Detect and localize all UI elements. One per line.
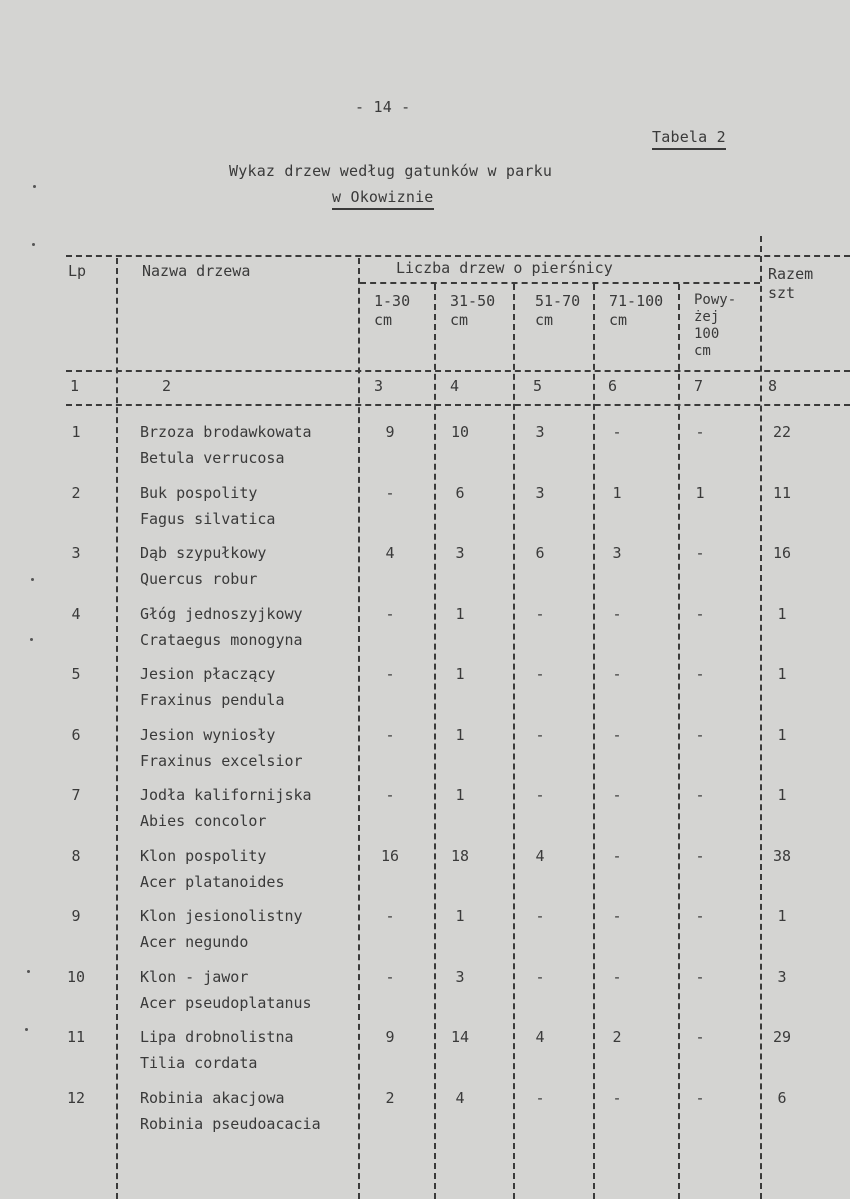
row-count-c4: - bbox=[612, 907, 622, 925]
scan-speck bbox=[27, 970, 30, 973]
col-divider bbox=[116, 258, 118, 1199]
column-number: 6 bbox=[608, 377, 618, 395]
header-col-31-50: 31-50 cm bbox=[450, 292, 496, 329]
scan-speck bbox=[31, 578, 34, 581]
scan-speck bbox=[32, 243, 35, 246]
row-count-c5: - bbox=[695, 786, 705, 804]
row-count-c2: 1 bbox=[455, 786, 465, 804]
row-count-c5: - bbox=[695, 665, 705, 683]
row-count-c3: - bbox=[535, 604, 545, 623]
row-tree-name: Jodła kalifornijska bbox=[140, 786, 312, 804]
header-total: Razem szt bbox=[768, 265, 814, 302]
scan-speck bbox=[30, 638, 33, 641]
row-count-total: 29 bbox=[772, 1028, 792, 1046]
table-top-rule bbox=[66, 255, 850, 257]
row-latin-name: Fagus silvatica bbox=[140, 509, 276, 528]
row-count-c3: - bbox=[535, 786, 545, 804]
row-count-c2: 10 bbox=[450, 423, 470, 441]
row-count-c4: - bbox=[612, 846, 622, 865]
row-count-c2: 1 bbox=[455, 725, 465, 744]
row-lp: 5 bbox=[71, 665, 81, 683]
row-count-total: 1 bbox=[777, 665, 787, 683]
column-number: 7 bbox=[694, 377, 704, 395]
header-lp: Lp bbox=[68, 262, 87, 280]
row-tree-name: Jesion płaczący bbox=[140, 665, 276, 683]
row-latin-name: Abies concolor bbox=[140, 812, 267, 830]
row-latin-name: Crataegus monogyna bbox=[140, 630, 303, 649]
row-count-c3: - bbox=[535, 1088, 545, 1107]
row-count-c4: - bbox=[612, 1088, 622, 1107]
header-group: Liczba drzew o pierśnicy bbox=[396, 259, 613, 277]
col-divider bbox=[593, 284, 595, 1199]
row-count-total: 3 bbox=[777, 967, 787, 986]
row-lp: 1 bbox=[71, 423, 81, 441]
table-label: Tabela 2 bbox=[652, 128, 726, 150]
row-latin-name: Robinia pseudoacacia bbox=[140, 1114, 321, 1133]
row-lp: 9 bbox=[71, 907, 81, 925]
row-count-c4: - bbox=[612, 967, 622, 986]
row-count-c2: 3 bbox=[455, 967, 465, 986]
row-latin-name: Betula verrucosa bbox=[140, 449, 285, 467]
row-lp: 3 bbox=[71, 544, 81, 562]
row-lp: 2 bbox=[71, 483, 81, 502]
row-count-total: 11 bbox=[772, 483, 792, 502]
row-count-c1: - bbox=[385, 967, 395, 986]
row-count-total: 1 bbox=[777, 725, 787, 744]
row-tree-name: Buk pospolity bbox=[140, 483, 258, 502]
column-number: 1 bbox=[70, 377, 80, 395]
row-count-c3: 3 bbox=[535, 423, 545, 441]
row-latin-name: Fraxinus excelsior bbox=[140, 751, 303, 770]
header-col-over-100: Powy- żej 100 cm bbox=[694, 292, 737, 359]
row-count-c5: - bbox=[695, 907, 705, 925]
row-count-c3: 3 bbox=[535, 483, 545, 502]
header-col-51-70: 51-70 cm bbox=[535, 292, 581, 329]
header-col-1-30: 1-30 cm bbox=[374, 292, 411, 329]
row-tree-name: Brzoza brodawkowata bbox=[140, 423, 312, 441]
row-count-total: 1 bbox=[777, 907, 787, 925]
header-bottom-rule bbox=[66, 370, 850, 372]
row-count-c4: - bbox=[612, 725, 622, 744]
row-lp: 12 bbox=[66, 1088, 86, 1107]
row-count-c4: - bbox=[612, 786, 622, 804]
row-count-c1: 2 bbox=[385, 1088, 395, 1107]
row-count-total: 22 bbox=[772, 423, 792, 441]
col-divider bbox=[358, 258, 360, 1199]
row-count-c1: - bbox=[385, 907, 395, 925]
row-latin-name: Tilia cordata bbox=[140, 1054, 258, 1072]
row-count-total: 6 bbox=[777, 1088, 787, 1107]
row-count-c2: 1 bbox=[455, 665, 465, 683]
row-count-c3: - bbox=[535, 907, 545, 925]
row-count-total: 38 bbox=[772, 846, 792, 865]
row-count-c4: - bbox=[612, 665, 622, 683]
scan-speck bbox=[33, 185, 36, 188]
column-number: 8 bbox=[768, 377, 778, 395]
row-count-c2: 1 bbox=[455, 907, 465, 925]
row-count-c2: 6 bbox=[455, 483, 465, 502]
col-divider bbox=[513, 284, 515, 1199]
row-count-c3: - bbox=[535, 725, 545, 744]
row-count-c5: - bbox=[695, 725, 705, 744]
scan-speck bbox=[25, 1028, 28, 1031]
row-count-c5: 1 bbox=[695, 483, 705, 502]
row-count-c1: - bbox=[385, 665, 395, 683]
row-lp: 11 bbox=[66, 1028, 86, 1046]
column-number: 4 bbox=[450, 377, 460, 395]
row-tree-name: Klon pospolity bbox=[140, 846, 267, 865]
column-number: 3 bbox=[374, 377, 384, 395]
row-tree-name: Lipa drobnolistna bbox=[140, 1028, 294, 1046]
row-count-c4: - bbox=[612, 423, 622, 441]
header-col-71-100: 71-100 cm bbox=[609, 292, 664, 329]
row-latin-name: Quercus robur bbox=[140, 570, 258, 588]
row-lp: 8 bbox=[71, 846, 81, 865]
column-number: 2 bbox=[162, 377, 172, 395]
row-latin-name: Acer negundo bbox=[140, 933, 249, 951]
row-count-c3: - bbox=[535, 967, 545, 986]
row-count-c2: 3 bbox=[455, 544, 465, 562]
row-count-c5: - bbox=[695, 1088, 705, 1107]
col-divider bbox=[434, 284, 436, 1199]
row-count-c5: - bbox=[695, 967, 705, 986]
table-title-location: w Okowiznie bbox=[332, 188, 434, 210]
row-lp: 7 bbox=[71, 786, 81, 804]
row-count-c1: - bbox=[385, 786, 395, 804]
row-lp: 6 bbox=[71, 725, 81, 744]
row-count-c3: - bbox=[535, 665, 545, 683]
row-count-c1: - bbox=[385, 483, 395, 502]
row-count-c2: 1 bbox=[455, 604, 465, 623]
header-name: Nazwa drzewa bbox=[142, 262, 251, 280]
col-divider bbox=[760, 236, 762, 1199]
row-count-c3: 4 bbox=[535, 1028, 545, 1046]
row-count-c1: - bbox=[385, 604, 395, 623]
row-count-c1: 4 bbox=[385, 544, 395, 562]
row-latin-name: Fraxinus pendula bbox=[140, 691, 285, 709]
row-count-c5: - bbox=[695, 1028, 705, 1046]
row-count-c3: 6 bbox=[535, 544, 545, 562]
row-count-c3: 4 bbox=[535, 846, 545, 865]
row-count-c2: 4 bbox=[455, 1088, 465, 1107]
row-count-c1: 9 bbox=[385, 423, 395, 441]
row-count-c4: 3 bbox=[612, 544, 622, 562]
group-underline bbox=[360, 282, 760, 284]
row-latin-name: Acer pseudoplatanus bbox=[140, 993, 312, 1012]
row-count-c5: - bbox=[695, 846, 705, 865]
row-tree-name: Dąb szypułkowy bbox=[140, 544, 267, 562]
row-count-c5: - bbox=[695, 423, 705, 441]
row-tree-name: Jesion wyniosły bbox=[140, 725, 276, 744]
row-count-c5: - bbox=[695, 604, 705, 623]
row-count-c2: 18 bbox=[450, 846, 470, 865]
row-count-c5: - bbox=[695, 544, 705, 562]
row-latin-name: Acer platanoides bbox=[140, 872, 285, 891]
row-tree-name: Głóg jednoszyjkowy bbox=[140, 604, 303, 623]
row-count-c1: 9 bbox=[385, 1028, 395, 1046]
row-tree-name: Klon - jawor bbox=[140, 967, 249, 986]
row-count-c4: 1 bbox=[612, 483, 622, 502]
row-count-c2: 14 bbox=[450, 1028, 470, 1046]
column-number: 5 bbox=[533, 377, 543, 395]
row-count-total: 1 bbox=[777, 604, 787, 623]
row-count-c4: 2 bbox=[612, 1028, 622, 1046]
row-count-c1: 16 bbox=[380, 846, 400, 865]
column-numbers-rule bbox=[66, 404, 850, 406]
page-number: - 14 - bbox=[355, 98, 411, 116]
row-count-total: 1 bbox=[777, 786, 787, 804]
table-title: Wykaz drzew według gatunków w parku bbox=[229, 162, 553, 180]
row-count-c4: - bbox=[612, 604, 622, 623]
row-tree-name: Robinia akacjowa bbox=[140, 1088, 285, 1107]
row-count-total: 16 bbox=[772, 544, 792, 562]
row-count-c1: - bbox=[385, 725, 395, 744]
row-lp: 10 bbox=[66, 967, 86, 986]
row-tree-name: Klon jesionolistny bbox=[140, 907, 303, 925]
row-lp: 4 bbox=[71, 604, 81, 623]
